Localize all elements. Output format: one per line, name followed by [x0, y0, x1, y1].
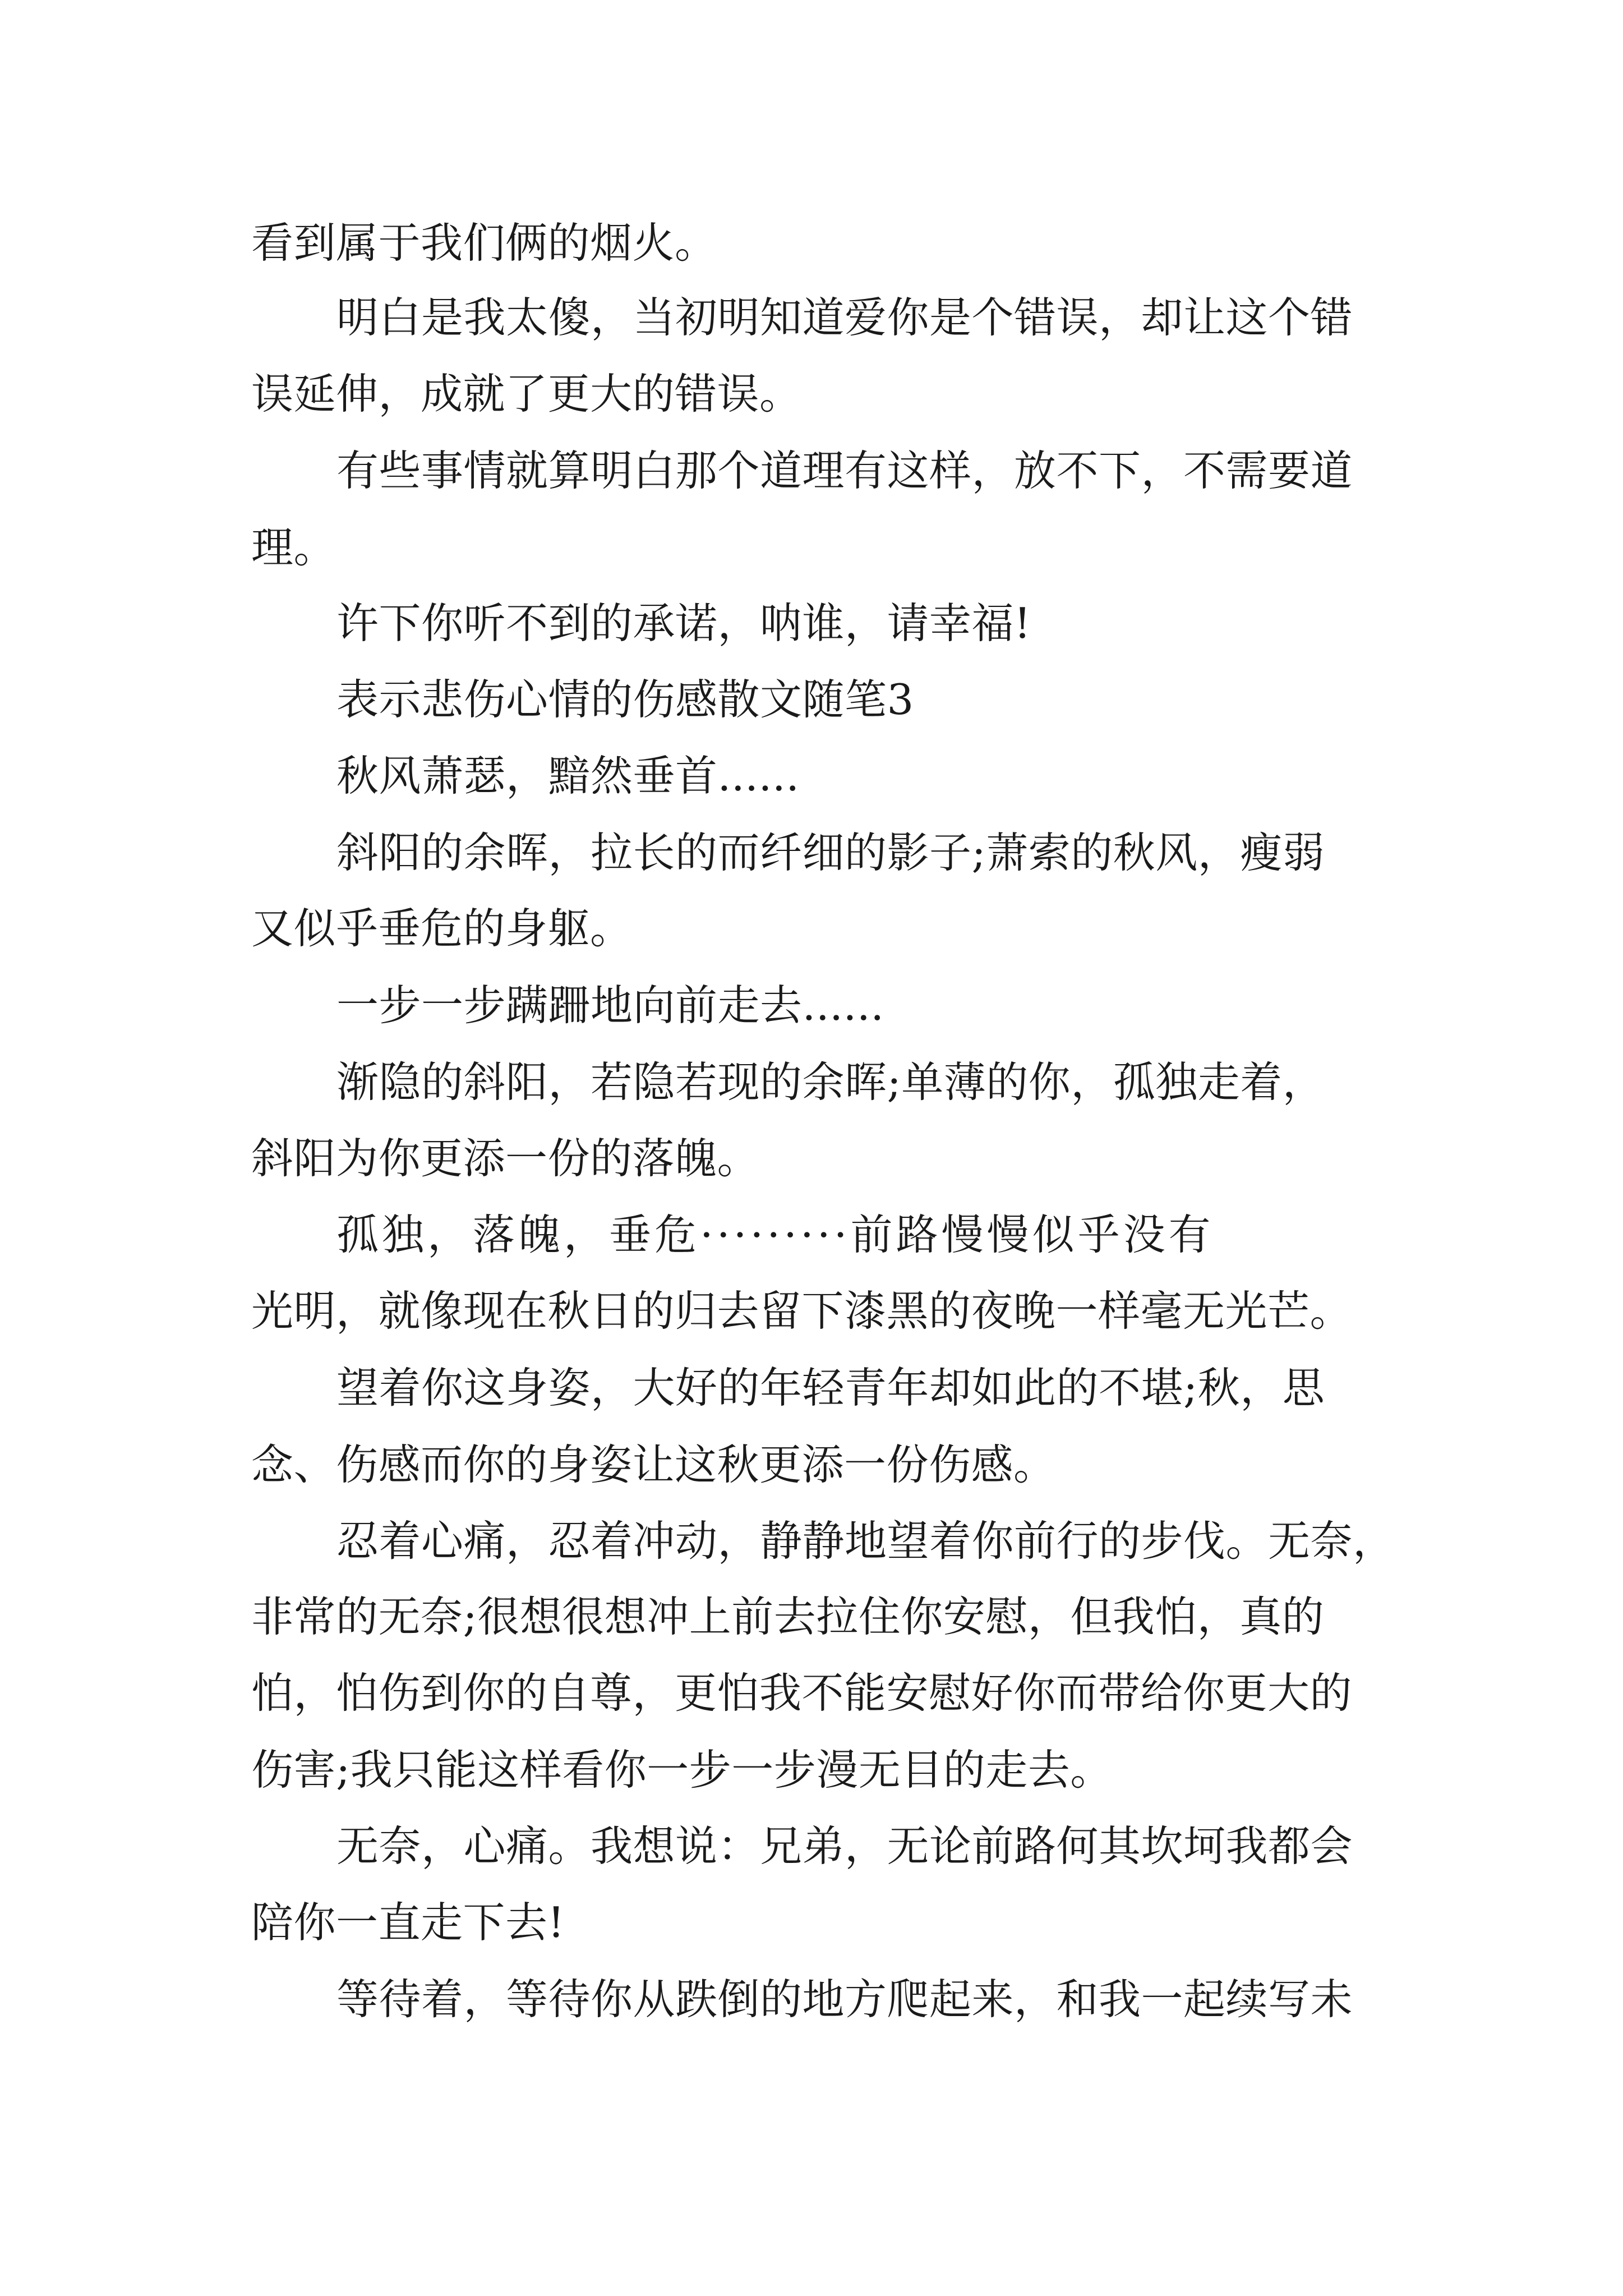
- text-line-3: 误延伸，成就了更大的错误。: [251, 369, 802, 418]
- text-line-23: 陪你一直走下去!: [251, 1898, 565, 1947]
- paragraph-start-line: 望着你这身姿，大好的年轻青年却如此的不堪;秋，思: [336, 1363, 1325, 1412]
- paragraph-start-line: 等待着，等待你从跌倒的地方爬起来，和我一起续写未: [336, 1975, 1353, 2024]
- text-line-21: 伤害;我只能这样看你一步一步漫无目的走去。: [251, 1745, 1113, 1795]
- paragraph-start-line: 孤独，落魄，垂危·········前路慢慢似乎没有: [336, 1210, 1214, 1259]
- paragraph-start-line: 秋风萧瑟，黯然垂首......: [336, 751, 800, 800]
- paragraph-start-line: 忍着心痛，忍着冲动，静静地望着你前行的步伐。无奈，: [336, 1516, 1395, 1566]
- paragraph-start-line: 斜阳的余晖，拉长的而纤细的影子;萧索的秋风，瘦弱: [336, 828, 1325, 877]
- text-line-20: 怕，怕伤到你的自尊，更怕我不能安慰好你而带给你更大的: [251, 1668, 1353, 1718]
- paragraph-start-line: 明白是我太傻，当初明知道爱你是个错误，却让这个错: [336, 293, 1353, 342]
- paragraph-start-line: 渐隐的斜阳，若隐若现的余晖;单薄的你，孤独走着，: [336, 1057, 1325, 1107]
- paragraph-start-line: 有些事情就算明白那个道理有这样，放不下，不需要道: [336, 446, 1353, 495]
- text-line-10: 又似乎垂危的身躯。: [251, 904, 633, 953]
- text-line-19: 非常的无奈;很想很想冲上前去拉住你安慰，但我怕，真的: [251, 1592, 1325, 1641]
- text-line-5: 理。: [251, 523, 336, 572]
- section-heading: 表示悲伤心情的伤感散文随笔3: [336, 675, 914, 724]
- paragraph-start-line: 无奈，心痛。我想说：兄弟，无论前路何其坎坷我都会: [336, 1821, 1353, 1871]
- text-line-17: 念、伤感而你的身姿让这秋更添一份伤感。: [251, 1440, 1056, 1489]
- paragraph-start-line: 一步一步蹒跚地向前走去......: [336, 981, 884, 1030]
- text-line-15: 光明，就像现在秋日的归去留下漆黑的夜晚一样毫无光芒。: [251, 1286, 1353, 1336]
- text-line-13: 斜阳为你更添一份的落魄。: [251, 1134, 760, 1183]
- paragraph-start-line: 许下你听不到的承诺，呐谁，请幸福!: [336, 599, 1031, 648]
- text-line-1: 看到属于我们俩的烟火。: [251, 218, 717, 268]
